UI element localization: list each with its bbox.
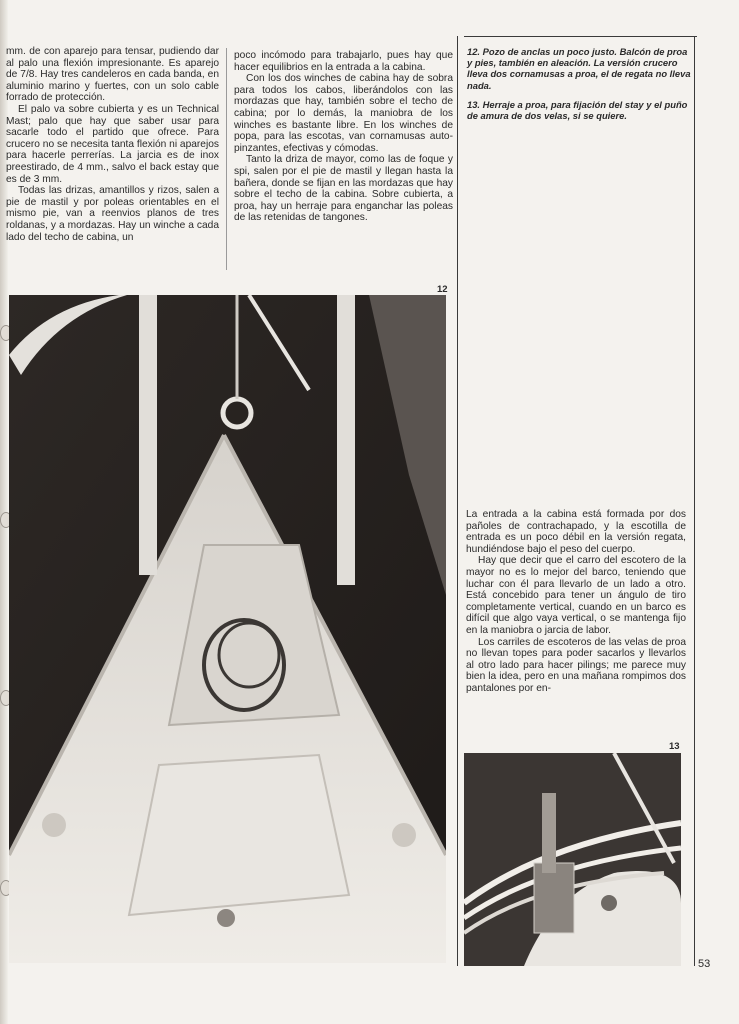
bow-fitting-illustration — [464, 753, 681, 966]
photo-12-number: 12 — [437, 284, 448, 295]
column-divider — [457, 36, 458, 966]
article-column-1 — [6, 46, 219, 243]
article-column-3 — [466, 509, 686, 695]
photo-captions — [467, 46, 695, 129]
column-divider — [226, 48, 227, 270]
paragraph: mm. de con aparejo para tensar, pudiendo dar al palo una flexión impresionante. Es aparejo de 7/8. Hay tres candeleros en cada banda, en aluminio marino y fuertes, con un solo cable forrado de protección. — [6, 46, 219, 104]
photo-13-number: 13 — [669, 741, 680, 752]
caption-13: 13. Herraje a proa, para fijación del stay y el puño de amura de dos velas, si se quiere. — [467, 98, 688, 122]
photo-12-bow-anchor-well — [9, 295, 446, 963]
paragraph: Hay que decir que el carro del escotero de la mayor no es lo mejor del barco, teniendo que luchar con él para llevarlo de un lado a otro. Está concebido para tener un ángulo de tiro completamente vertical, cuando en un barco es difícil que algo vaya vertical, o se mantenga fijo en la maniobra o jarcia de labor. — [466, 555, 686, 636]
paragraph: La entrada a la cabina está formada por dos pañoles de contrachapado, y la escotilla de entrada es un poco débil en la versión regata, hundiéndose bajo el peso del cuerpo. — [466, 509, 686, 555]
page-number: 53 — [698, 958, 711, 970]
paragraph: poco incómodo para trabajarlo, pues hay que hacer equilibrios en la entrada a la cabina. — [234, 50, 453, 73]
caption-top-rule — [464, 36, 697, 37]
caption-12: 12. Pozo de anclas un poco justo. Balcón de proa y pies, también en aleación. La versión crucero lleva dos cornamusas a proa, el de regata no lleva nada. — [467, 46, 691, 91]
paragraph: El palo va sobre cubierta y es un Technical Mast; palo que hay que saber usar para sacarle todo el partido que ofrece. Para crucero no se necesita tanta flexión ni aparejos para hacerle perrerías. La jarcia es de inox preestirado, de 4 mm., salvo el back estay que es de 3 mm. — [6, 103, 219, 185]
column-divider — [694, 36, 695, 966]
photo-13-bow-fitting — [464, 753, 681, 966]
paragraph: Todas las drizas, amantillos y rizos, salen a pie de mastil y por poleas orientables en el mismo pie, van a reenvios planos de tres roldanas, y a mordazas. Hay un winche a cada lado del techo de cabina, un — [6, 185, 219, 243]
paragraph: Los carriles de escoteros de las velas de proa no llevan topes para poder sacarlos y llevarlos al otro lado para hacer pilings; me parece muy bien la idea, pero en una mañana rompimos dos pantalones por en- — [466, 636, 686, 694]
bow-deck-illustration — [9, 295, 446, 963]
paragraph: Con los dos winches de cabina hay de sobra para todos los cabos, liberándolos con las mordazas que hay, también sobre el techo de cabina; por lo demás, la maniobra de los winches es bastante libre. En los winches de popa, para las escotas, van cornamusas auto-pinzantes, efectivas y cómodas. — [234, 73, 453, 154]
article-column-2 — [234, 50, 453, 224]
paragraph: Tanto la driza de mayor, como las de foque y spi, salen por el pie de mastil y llegan hasta la bañera, donde se fijan en las mordazas que hay sobre el techo de la cabina. Sobre cubierta, a proa, hay un herraje para enganchar las poleas de las retenidas de tangones. — [234, 154, 453, 224]
